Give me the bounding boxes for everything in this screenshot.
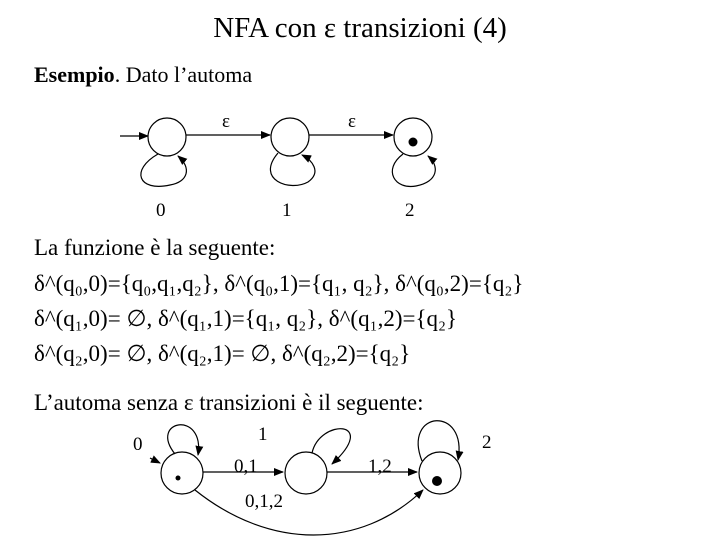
dfa-edge-label-q0-q2: 0,1,2	[245, 491, 283, 512]
dfa-q0-dot	[176, 476, 181, 481]
dfa-loop-q0	[168, 425, 199, 455]
nfa-edge-label-2: ε	[348, 111, 356, 132]
nfa-loop-q2	[392, 154, 435, 187]
intro-rest: . Dato l’automa	[114, 62, 253, 87]
dfa-state-q1	[285, 452, 327, 494]
dfa-loop-label-2: 2	[482, 432, 492, 453]
conclusion-text: L’automa senza ε transizioni è il seguente:	[34, 390, 424, 415]
dfa-diagram	[133, 421, 492, 535]
nfa-diagram	[120, 111, 435, 221]
dfa-accept-marker	[432, 476, 442, 486]
dfa-edge-label-q1-q2: 1,2	[368, 456, 392, 477]
dfa-edge-label-q0-q1: 0,1	[234, 456, 258, 477]
nfa-state-q2	[394, 118, 432, 156]
nfa-loop-q0	[141, 154, 187, 186]
dfa-loop-label-1: 1	[258, 424, 268, 445]
intro-bold: Esempio	[34, 62, 115, 87]
dfa-edge-q0-q2	[195, 490, 423, 535]
nfa-loop-label-2: 2	[405, 200, 415, 221]
function-line-q1: δ^(q₁,0)= ∅, δ^(q₁,1)={q₁, q₂}, δ^(q₁,2)={q₂}	[34, 306, 458, 331]
dfa-start-arrow	[150, 458, 160, 463]
function-line-q2: δ^(q₂,0)= ∅, δ^(q₂,1)= ∅, δ^(q₂,2)={q₂}	[34, 341, 411, 366]
slide-title: NFA con ε transizioni (4)	[213, 12, 507, 44]
dfa-loop-label-0: 0	[133, 434, 143, 455]
function-line-q0: δ^(q₀,0)={q₀,q₁,q₂}, δ^(q₀,1)={q₁, q₂}, δ^(q₀,2)={q₂}	[34, 271, 524, 296]
nfa-loop-label-0: 0	[156, 200, 166, 221]
nfa-accept-marker	[409, 138, 418, 147]
function-intro: La funzione è la seguente:	[34, 235, 276, 260]
nfa-state-q0	[148, 118, 186, 156]
dfa-state-q0	[161, 452, 203, 494]
nfa-loop-q1	[270, 153, 314, 185]
nfa-state-q1	[271, 118, 309, 156]
nfa-loop-label-1: 1	[282, 200, 292, 221]
nfa-edge-label-1: ε	[222, 111, 230, 132]
dfa-state-q2	[419, 452, 461, 494]
